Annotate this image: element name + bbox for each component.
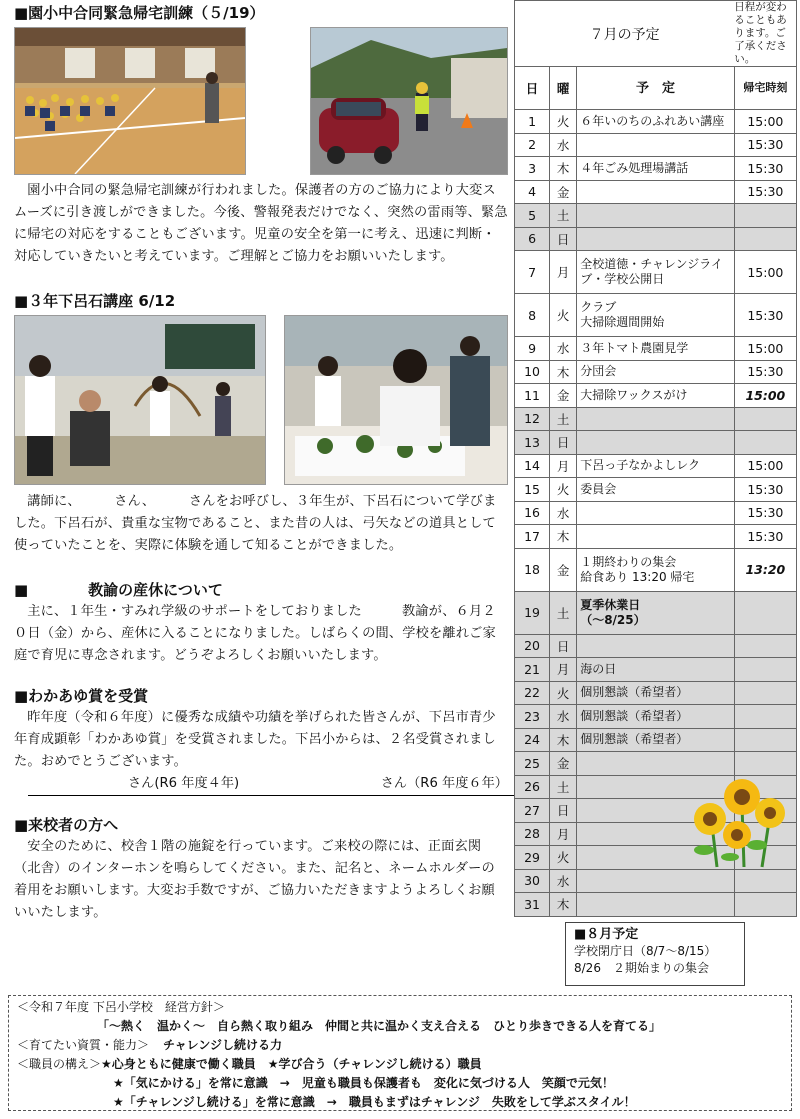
leave-title: ■ 教諭の産休について bbox=[14, 581, 223, 599]
schedule-weekday-cell: 金 bbox=[550, 384, 577, 408]
schedule-event-cell bbox=[577, 133, 735, 157]
schedule-event-cell bbox=[577, 634, 735, 658]
schedule-day-cell: 13 bbox=[515, 431, 550, 455]
schedule-event-cell bbox=[577, 204, 735, 228]
work-photo-image bbox=[285, 316, 507, 484]
schedule-day-cell: 27 bbox=[515, 799, 550, 823]
schedule-weekday-cell: 木 bbox=[550, 893, 577, 917]
schedule-row bbox=[515, 869, 797, 893]
schedule-weekday-cell: 水 bbox=[550, 133, 577, 157]
schedule-day-cell: 25 bbox=[515, 752, 550, 776]
drill-text: 園小中合同の緊急帰宅訓練が行われました。保護者の方のご協力により大変スムーズに引き渡しができました。今後、警報発表だけでなく、突然の雷雨等、緊急に帰宅の対応をすることもございます。児童の安全を第一に考え、迅速に判断・対応していきたいと考えています。ご理解とご協力をお願いいたします。 bbox=[14, 183, 508, 264]
sunflower-heads bbox=[694, 779, 785, 849]
schedule-event-cell bbox=[577, 752, 735, 776]
schedule-event-cell: 大掃除ワックスがけ bbox=[577, 384, 735, 408]
schedule-panel bbox=[514, 0, 796, 917]
footer-policy-slogan: 「～熱く 温かく～ 自ら熱く取り組み 仲間と共に温かく支え合える ひとり歩きできる人を育てる」 bbox=[97, 1019, 662, 1033]
schedule-row bbox=[515, 227, 797, 251]
schedule-day-cell: 7 bbox=[515, 251, 550, 294]
schedule-row bbox=[515, 110, 797, 134]
schedule-row bbox=[515, 294, 797, 337]
schedule-row bbox=[515, 681, 797, 705]
schedule-weekday-cell: 水 bbox=[550, 337, 577, 361]
header-day: 日 bbox=[515, 67, 550, 110]
award-names bbox=[28, 773, 518, 796]
schedule-weekday-cell: 火 bbox=[550, 294, 577, 337]
schedule-day-cell: 6 bbox=[515, 227, 550, 251]
schedule-title: ７月の予定 bbox=[515, 1, 735, 67]
schedule-time-cell bbox=[734, 591, 796, 634]
schedule-event-cell bbox=[577, 501, 735, 525]
schedule-event-cell: ３年トマト農園見学 bbox=[577, 337, 735, 361]
schedule-row bbox=[515, 180, 797, 204]
schedule-weekday-cell: 火 bbox=[550, 110, 577, 134]
schedule-time-cell: 15:00 bbox=[734, 384, 796, 408]
schedule-weekday-cell: 火 bbox=[550, 478, 577, 502]
footer-policy-heading: ＜令和７年度 下呂小学校 経営方針＞ bbox=[17, 1000, 225, 1014]
header-weekday: 曜 bbox=[550, 67, 577, 110]
schedule-event-cell bbox=[577, 407, 735, 431]
schedule-title-row bbox=[515, 1, 797, 67]
award-title: ■わかあゆ賞を受賞 bbox=[14, 687, 149, 705]
gym-photo-image bbox=[15, 28, 245, 174]
drill-photos bbox=[14, 27, 508, 175]
schedule-event-cell: 委員会 bbox=[577, 478, 735, 502]
schedule-day-cell: 24 bbox=[515, 728, 550, 752]
schedule-row bbox=[515, 591, 797, 634]
schedule-time-cell: 15:30 bbox=[734, 360, 796, 384]
schedule-day-cell: 10 bbox=[515, 360, 550, 384]
schedule-row bbox=[515, 634, 797, 658]
schedule-weekday-cell: 日 bbox=[550, 634, 577, 658]
schedule-event-cell: 夏季休業日 （～8/25） bbox=[577, 591, 735, 634]
schedule-weekday-cell: 月 bbox=[550, 658, 577, 682]
schedule-day-cell: 4 bbox=[515, 180, 550, 204]
schedule-time-cell: 13:20 bbox=[734, 548, 796, 591]
schedule-event-cell bbox=[577, 180, 735, 204]
schedule-time-cell: 15:30 bbox=[734, 478, 796, 502]
schedule-weekday-cell: 金 bbox=[550, 548, 577, 591]
schedule-event-cell bbox=[577, 893, 735, 917]
august-schedule-box bbox=[565, 922, 745, 986]
schedule-row bbox=[515, 251, 797, 294]
schedule-time-cell bbox=[734, 407, 796, 431]
schedule-event-cell: ６年いのちのふれあい講座 bbox=[577, 110, 735, 134]
header-event: 予 定 bbox=[577, 67, 735, 110]
drill-photo-car bbox=[310, 27, 508, 175]
schedule-weekday-cell: 水 bbox=[550, 501, 577, 525]
schedule-time-cell bbox=[734, 752, 796, 776]
schedule-weekday-cell: 土 bbox=[550, 407, 577, 431]
schedule-time-cell: 15:30 bbox=[734, 525, 796, 549]
footer-qualities-heading: ＜育てたい資質・能力＞ bbox=[17, 1038, 150, 1052]
schedule-row bbox=[515, 705, 797, 729]
schedule-event-cell: 個別懇談（希望者） bbox=[577, 681, 735, 705]
schedule-day-cell: 31 bbox=[515, 893, 550, 917]
schedule-header-row bbox=[515, 67, 797, 110]
schedule-event-cell: 下呂っ子なかよしレク bbox=[577, 454, 735, 478]
schedule-day-cell: 3 bbox=[515, 157, 550, 181]
schedule-weekday-cell: 土 bbox=[550, 204, 577, 228]
schedule-time-cell: 15:00 bbox=[734, 251, 796, 294]
footer-staff-line-2: ★「気にかける」を常に意識 → 児童も職員も保護者も 変化に気づける人 笑顔で元気！ bbox=[113, 1076, 614, 1090]
schedule-day-cell: 23 bbox=[515, 705, 550, 729]
schedule-day-cell: 1 bbox=[515, 110, 550, 134]
august-line-1: 学校閉庁日（8/7～8/15） bbox=[574, 944, 717, 958]
geroishi-photo-work bbox=[284, 315, 508, 485]
schedule-weekday-cell: 月 bbox=[550, 454, 577, 478]
schedule-day-cell: 26 bbox=[515, 775, 550, 799]
schedule-day-cell: 22 bbox=[515, 681, 550, 705]
award-name-2: さん（R6 年度６年） bbox=[380, 776, 508, 791]
schedule-weekday-cell: 火 bbox=[550, 846, 577, 870]
management-policy-footer bbox=[8, 995, 792, 1111]
schedule-day-cell: 5 bbox=[515, 204, 550, 228]
schedule-day-cell: 18 bbox=[515, 548, 550, 591]
august-line-2: 8/26 ２期始まりの集会 bbox=[574, 961, 709, 975]
schedule-event-cell bbox=[577, 869, 735, 893]
schedule-time-cell: 15:30 bbox=[734, 157, 796, 181]
visitors-text: 安全のために、校舎１階の施錠を行っています。ご来校の際には、正面玄関（北舎）のインターホンを鳴らしてください。また、記名と、ネームホルダーの着用をお願いします。大変お手数ですが、ご協力いただきますようよろしくお願いいたします。 bbox=[14, 839, 495, 920]
schedule-row bbox=[515, 525, 797, 549]
schedule-time-cell: 15:30 bbox=[734, 180, 796, 204]
schedule-time-cell bbox=[734, 634, 796, 658]
schedule-day-cell: 14 bbox=[515, 454, 550, 478]
schedule-day-cell: 20 bbox=[515, 634, 550, 658]
schedule-day-cell: 8 bbox=[515, 294, 550, 337]
schedule-weekday-cell: 月 bbox=[550, 822, 577, 846]
schedule-day-cell: 2 bbox=[515, 133, 550, 157]
schedule-note: 日程が変わることもあります。ご了承ください。 bbox=[734, 1, 796, 67]
schedule-day-cell: 9 bbox=[515, 337, 550, 361]
schedule-weekday-cell: 土 bbox=[550, 775, 577, 799]
august-title: ■８月予定 bbox=[574, 927, 639, 942]
bow-photo-image bbox=[15, 316, 265, 484]
schedule-time-cell bbox=[734, 204, 796, 228]
schedule-day-cell: 28 bbox=[515, 822, 550, 846]
schedule-time-cell: 15:00 bbox=[734, 110, 796, 134]
schedule-row bbox=[515, 431, 797, 455]
schedule-weekday-cell: 水 bbox=[550, 705, 577, 729]
schedule-event-cell: ４年ごみ処理場講話 bbox=[577, 157, 735, 181]
schedule-event-cell: クラブ 大掃除週間開始 bbox=[577, 294, 735, 337]
geroishi-text: 講師に、 さん、 さんをお呼びし、３年生が、下呂石について学びました。下呂石が、貴重な宝物であること、また昔の人は、弓矢などの道具として使っていたことを、実際に体験を通して知ることができました。 bbox=[14, 494, 497, 553]
geroishi-title: ■３年下呂石講座 6/12 bbox=[14, 292, 176, 310]
schedule-weekday-cell: 金 bbox=[550, 752, 577, 776]
schedule-row bbox=[515, 157, 797, 181]
schedule-time-cell: 15:30 bbox=[734, 501, 796, 525]
schedule-row bbox=[515, 384, 797, 408]
schedule-weekday-cell: 金 bbox=[550, 180, 577, 204]
schedule-time-cell bbox=[734, 658, 796, 682]
schedule-row bbox=[515, 337, 797, 361]
schedule-day-cell: 17 bbox=[515, 525, 550, 549]
schedule-row bbox=[515, 204, 797, 228]
schedule-time-cell bbox=[734, 728, 796, 752]
footer-qualities-value: チャレンジし続ける力 bbox=[163, 1038, 283, 1052]
schedule-row bbox=[515, 658, 797, 682]
visitors-title: ■来校者の方へ bbox=[14, 816, 119, 834]
award-text: 昨年度（令和６年度）に優秀な成績や功績を挙げられた皆さんが、下呂市青少年育成顕彰「わかあゆ賞」を受賞されました。下呂小からは、２名受賞されました。おめでとうございます。 bbox=[14, 710, 496, 769]
schedule-day-cell: 19 bbox=[515, 591, 550, 634]
schedule-row bbox=[515, 548, 797, 591]
drill-photo-gym bbox=[14, 27, 246, 175]
schedule-time-cell bbox=[734, 893, 796, 917]
award-name-1: さん(R6 年度４年) bbox=[128, 776, 240, 791]
schedule-event-cell bbox=[577, 227, 735, 251]
schedule-row bbox=[515, 360, 797, 384]
schedule-row bbox=[515, 407, 797, 431]
schedule-time-cell: 15:00 bbox=[734, 337, 796, 361]
schedule-weekday-cell: 日 bbox=[550, 799, 577, 823]
schedule-weekday-cell: 木 bbox=[550, 360, 577, 384]
schedule-weekday-cell: 木 bbox=[550, 525, 577, 549]
schedule-row bbox=[515, 133, 797, 157]
schedule-day-cell: 30 bbox=[515, 869, 550, 893]
schedule-time-cell bbox=[734, 869, 796, 893]
footer-staff-heading: ＜職員の構え＞ bbox=[17, 1057, 102, 1071]
schedule-weekday-cell: 日 bbox=[550, 227, 577, 251]
schedule-row bbox=[515, 478, 797, 502]
drill-title: ■園小中合同緊急帰宅訓練（５/19） bbox=[14, 4, 265, 22]
schedule-row bbox=[515, 893, 797, 917]
geroishi-photos bbox=[14, 315, 508, 485]
schedule-time-cell: 15:00 bbox=[734, 454, 796, 478]
footer-staff-line-3: ★「チャレンジし続ける」を常に意識 → 職員もまずはチャレンジ 失敗をして学ぶスタイル！ bbox=[113, 1095, 636, 1109]
schedule-day-cell: 15 bbox=[515, 478, 550, 502]
schedule-weekday-cell: 月 bbox=[550, 251, 577, 294]
schedule-weekday-cell: 土 bbox=[550, 591, 577, 634]
schedule-day-cell: 16 bbox=[515, 501, 550, 525]
footer-staff-line-1: ★心身ともに健康で働く職員 ★学び合う（チャレンジし続ける）職員 bbox=[101, 1057, 482, 1071]
schedule-day-cell: 29 bbox=[515, 846, 550, 870]
schedule-row bbox=[515, 728, 797, 752]
schedule-row bbox=[515, 752, 797, 776]
schedule-time-cell: 15:30 bbox=[734, 294, 796, 337]
schedule-weekday-cell: 木 bbox=[550, 157, 577, 181]
schedule-event-cell: 分団会 bbox=[577, 360, 735, 384]
schedule-row bbox=[515, 454, 797, 478]
header-time: 帰宅時刻 bbox=[734, 67, 796, 110]
schedule-time-cell bbox=[734, 431, 796, 455]
left-column bbox=[14, 0, 508, 924]
schedule-weekday-cell: 日 bbox=[550, 431, 577, 455]
schedule-weekday-cell: 木 bbox=[550, 728, 577, 752]
schedule-event-cell: 個別懇談（希望者） bbox=[577, 705, 735, 729]
schedule-event-cell: 海の日 bbox=[577, 658, 735, 682]
schedule-event-cell: 個別懇談（希望者） bbox=[577, 728, 735, 752]
schedule-event-cell bbox=[577, 431, 735, 455]
schedule-time-cell bbox=[734, 227, 796, 251]
schedule-event-cell bbox=[577, 525, 735, 549]
schedule-day-cell: 21 bbox=[515, 658, 550, 682]
schedule-weekday-cell: 水 bbox=[550, 869, 577, 893]
schedule-time-cell bbox=[734, 681, 796, 705]
geroishi-photo-bow bbox=[14, 315, 266, 485]
schedule-event-cell: 全校道徳・チャレンジライブ・学校公開日 bbox=[577, 251, 735, 294]
schedule-day-cell: 11 bbox=[515, 384, 550, 408]
schedule-event-cell: １期終わりの集会 給食あり 13:20 帰宅 bbox=[577, 548, 735, 591]
sunflower-illustration bbox=[682, 775, 792, 870]
schedule-time-cell bbox=[734, 705, 796, 729]
schedule-day-cell: 12 bbox=[515, 407, 550, 431]
schedule-weekday-cell: 火 bbox=[550, 681, 577, 705]
schedule-time-cell: 15:30 bbox=[734, 133, 796, 157]
car-photo-image bbox=[311, 28, 507, 174]
schedule-row bbox=[515, 501, 797, 525]
leave-text: 主に、１年生・すみれ学級のサポートをしておりました 教諭が、６月２０日（金）から、産休に入ることになりました。しばらくの間、学校を離れご家庭で育児に専念されます。どうぞよろしくお願いいたします。 bbox=[14, 604, 496, 663]
